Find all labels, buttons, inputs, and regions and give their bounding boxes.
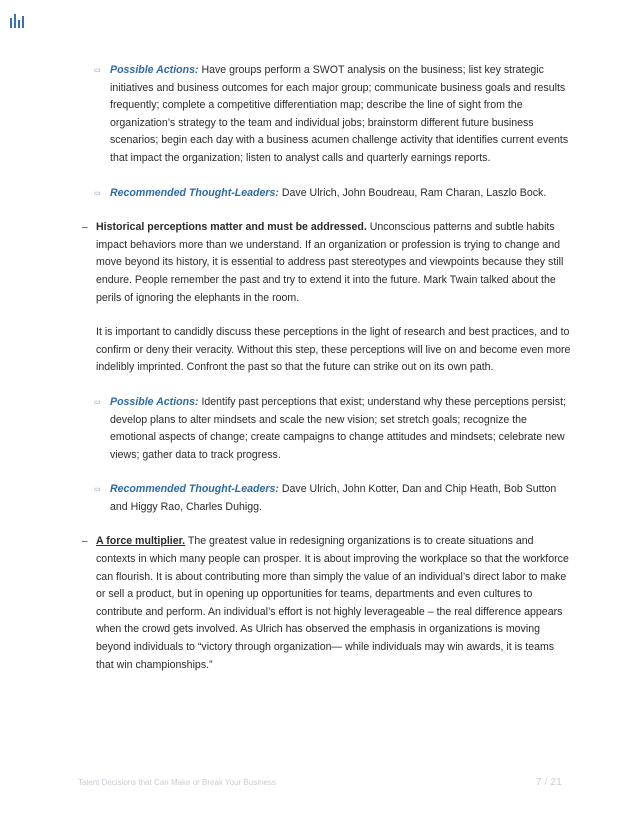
possible-actions-label: Possible Actions: (110, 395, 199, 408)
current-page: 7 (535, 776, 542, 788)
thought-leaders-label: Recommended Thought-Leaders: (110, 483, 279, 496)
historical-text: Unconscious patterns and subtle habits impact behaviors more than we understand. If an organization or profession is trying to change and move beyond its history, it is essential to address past stereotypes and viewpoints because they still endure. People remember the past and try to extend it into the future. Mark Twain talked about the perils of ignoring the elephants in the room. (96, 221, 564, 304)
historical-paragraph-2 (82, 324, 572, 377)
hollow-bullet-icon: ▭ (94, 189, 101, 197)
historical-perceptions-item (82, 219, 572, 307)
thought-leaders-bullet-2 (82, 481, 572, 516)
hollow-bullet-icon: ▭ (94, 486, 101, 494)
dash-bullet-icon: – (82, 222, 88, 234)
total-pages: 21 (550, 776, 562, 788)
historical-heading: Historical perceptions matter and must be addressed. (96, 221, 367, 234)
dash-bullet-icon: – (82, 536, 88, 548)
hollow-bullet-icon: ▭ (94, 398, 101, 406)
page-footer (78, 776, 562, 790)
possible-actions-text: Identify past perceptions that exist; understand why these perceptions persist; develop plans to alter mindsets and scale the new vision; set stretch goals; recognize the emotional aspects of change; create campaigns to change attitudes and mindsets; celebrate new views; gather data to track progress. (110, 395, 566, 461)
thought-leaders-label: Recommended Thought-Leaders: (110, 186, 279, 199)
thought-leaders-text: Dave Ulrich, John Kotter, Dan and Chip Heath, Bob Sutton and Higgy Rao, Charles Duhigg. (110, 483, 557, 513)
historical-paragraph-2-text: It is important to candidly discuss these perceptions in the light of research and best practices, and to confirm or deny their veracity. Without this step, these perceptions will live on and become even more indelibly imprinted. Confront the past so that the future can strike out on its own path. (96, 326, 571, 374)
force-heading: A force multiplier. (96, 535, 186, 548)
force-multiplier-item (82, 533, 572, 674)
force-text: The greatest value in redesigning organizations is to create situations and contexts in which many people can prosper. It is about improving the workplace so that the workforce can flourish. It is about contributing more than simply the value of an individual’s direct labor to make or sell a product, but in opening up opportunities for teams, departments and even cultures to contribute and perform. An individual’s effort is not highly leverageable – the real difference appears when the crowd gets involved. As Ulrich has observed the emphasis in organizations is moving beyond individuals to “victory through organization— while individuals may win awards, it is teams that win championships.” (96, 535, 569, 671)
possible-actions-bullet-1 (82, 62, 572, 168)
thought-leaders-text: Dave Ulrich, John Boudreau, Ram Charan, Laszlo Bock. (278, 186, 547, 199)
page-number (536, 776, 562, 788)
thought-leaders-bullet-1 (82, 185, 572, 203)
page-separator: / (544, 776, 548, 788)
document-body (82, 62, 572, 674)
possible-actions-bullet-2 (82, 394, 572, 464)
hollow-bullet-icon: ▭ (94, 67, 101, 74)
footer-document-title: Talent Decisions that Can Make or Break Your Business (78, 778, 276, 787)
bar-chart-logo-icon (10, 14, 24, 28)
possible-actions-text: Have groups perform a SWOT analysis on the business; list key strategic initiatives and business outcomes for each major group; communicate business goals and results frequently; complete a competitive differentiation map; describe the line of sight from the organization’s strategy to the team and individual jobs; brainstorm different future business scenarios; begin each day with a business acumen challenge activity that identifies current events that impact the organization; listen to analyst calls and quarterly earnings reports. (110, 64, 569, 164)
possible-actions-label: Possible Actions: (110, 64, 199, 76)
